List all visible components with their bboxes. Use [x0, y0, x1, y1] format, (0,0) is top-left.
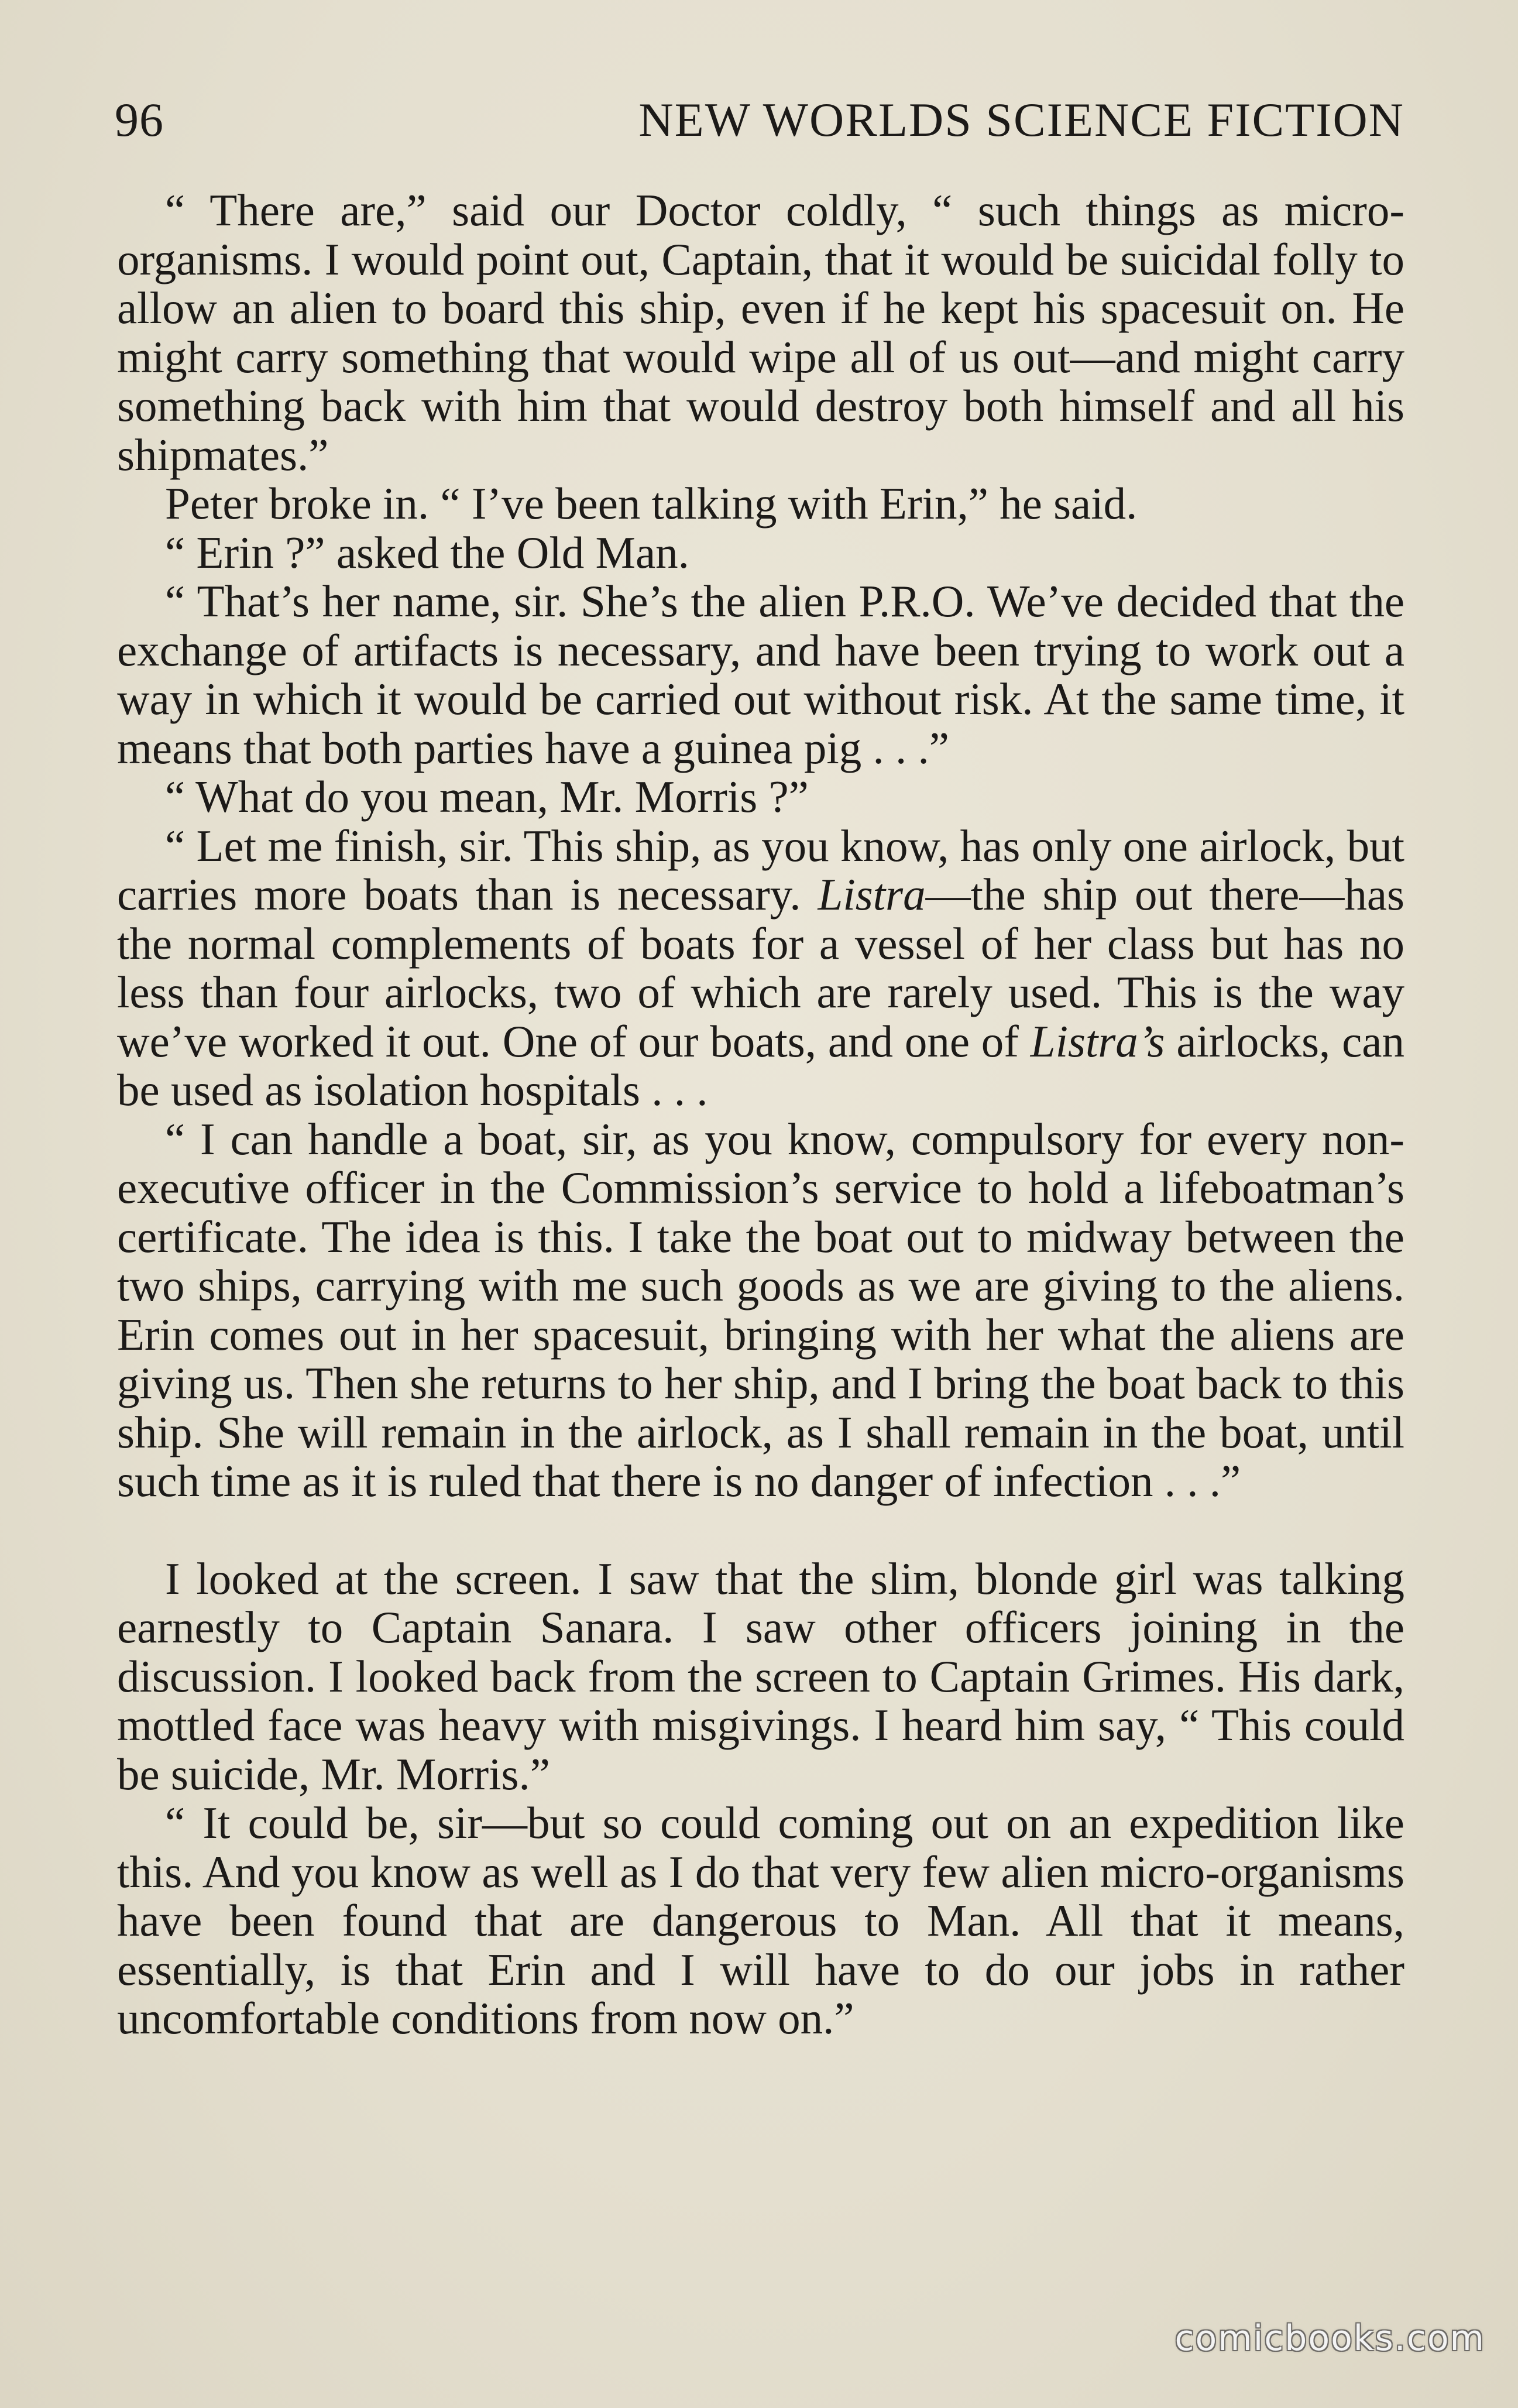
text-segment: “ Let me finish, sir. This ship, as you know, has only one airlock, but carries more boats than is necessary.: [117, 820, 1404, 920]
page-header: [115, 88, 1404, 152]
story-text: [117, 186, 1404, 2043]
ship-name-listra: Listra: [818, 869, 926, 920]
paragraph-it-could-be: “ It could be, sir—but so could coming out on an expedition like this. And you know as well as I do that very few alien micro-organisms have been found that are dangerous to Man. All that it means, essentially, is that Erin and I will have to do our jobs in rather uncomfortable conditions from now on.”: [117, 1798, 1404, 2043]
text-segment: —the ship out there—has the normal complements of boats for a vessel of her class but has no less than four airlocks, two of which are rarely used. This is the way we’ve worked it out. One of our boats, and one of: [117, 869, 1405, 1066]
paragraph-doctor: “ There are,” said our Doctor coldly, “ such things as micro-organisms. I would point out, Captain, that it would be suicidal folly to allow an alien to board this ship, even if he kept his spacesuit on. He might carry something that would wipe all of us out—and might carry something back with him that would destroy both himself and all his shipmates.”: [117, 185, 1404, 480]
paragraph-let-me-finish: [117, 822, 1404, 1115]
running-head: NEW WORLDS SCIENCE FICTION: [638, 93, 1404, 146]
paragraph-erin-question: “ Erin ?” asked the Old Man.: [165, 527, 689, 578]
paragraph-peter-broke-in: Peter broke in. “ I’ve been talking with Erin,” he said.: [165, 478, 1138, 529]
ship-name-listras: Listra’s: [1030, 1016, 1165, 1066]
paragraph-handle-a-boat: “ I can handle a boat, sir, as you know, compulsory for every non-executive officer in the Commission’s service to hold a lifeboatman’s certificate. The idea is this. I take the boat out to midway between the two ships, carrying with me such goods as we are giving to the aliens. Erin comes out in her spacesuit, bringing with her what the aliens are giving us. Then she returns to her ship, and I bring the boat back to this ship. She will remain in the airlock, as I shall remain in the boat, until such time as it is ruled that there is no danger of infection . . .”: [117, 1113, 1404, 1506]
text-segment: airlocks, can be used as isolation hospitals . . .: [117, 1016, 1404, 1115]
paragraph-her-name: “ That’s her name, sir. She’s the alien P.R.O. We’ve decided that the exchange of artifacts is necessary, and have been trying to work out a way in which it would be carried out without risk. At the same time, it means that both parties have a guinea pig . . .”: [117, 576, 1404, 773]
paragraph-what-do-you-mean: “ What do you mean, Mr. Morris ?”: [165, 771, 809, 822]
paragraph-looked-at-screen: I looked at the screen. I saw that the slim, blonde girl was talking earnestly to Captain Sanara. I saw other officers joining in the discussion. I looked back from the screen to Captain Grimes. His dark, mottled face was heavy with misgivings. I heard him say, “ This could be suicide, Mr. Morris.”: [117, 1553, 1404, 1799]
watermark-logo: comicbooks.com: [1174, 2318, 1485, 2359]
page-number: 96: [115, 93, 164, 146]
